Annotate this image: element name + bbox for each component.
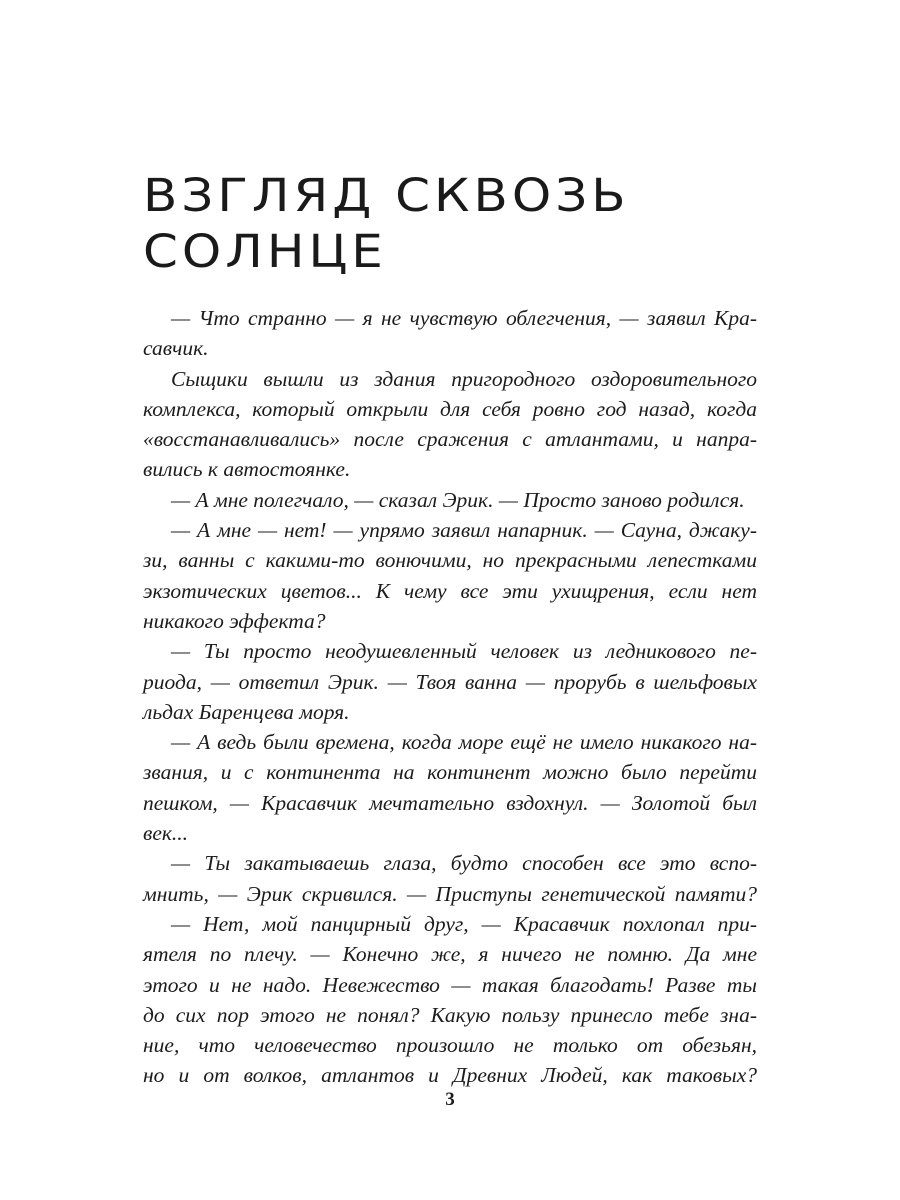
text-line: ние, что человечество произошло не только от обезьян, — [143, 1033, 757, 1058]
text-line: никакого эффекта? — [143, 608, 326, 633]
text-line: зи, ванны с какими-то вонючими, но прекрасными лепестками — [143, 548, 757, 573]
text-line: «восстанавливались» после сражения с атлантами, и напра- — [143, 427, 757, 452]
text-line: — Нет, мой панцирный друг, — Красавчик похлопал при- — [171, 911, 757, 936]
text-line: — Ты закатываешь глаза, будто способен все это вспо- — [171, 851, 757, 876]
text-line: Сыщики вышли из здания пригородного оздоровительного — [171, 366, 757, 391]
text-line: ятеля по плечу. — Конечно же, я ничего не помню. Да мне — [143, 942, 757, 967]
page-number: 3 — [445, 1089, 455, 1110]
chapter-title — [143, 168, 803, 280]
chapter-title-line-1: ВЗГЛЯД СКВОЗЬ — [143, 169, 630, 222]
text-line: савчик. — [143, 336, 209, 361]
text-line: — А мне — нет! — упрямо заявил напарник. — Сауна, джаку- — [171, 518, 757, 543]
chapter-title-line-2: СОЛНЦЕ — [143, 225, 387, 278]
text-line: век... — [143, 821, 189, 846]
text-line: звания, и с континента на континент можно было перейти — [143, 760, 757, 785]
text-line: но и от волков, атлантов и Древних Людей, как таковых? — [143, 1063, 757, 1088]
text-line: льдах Баренцева моря. — [143, 699, 350, 724]
text-line: — А ведь были времена, когда море ещё не имело никакого на- — [171, 730, 757, 755]
text-line: вились к автостоянке. — [143, 457, 351, 482]
text-line: мнить, — Эрик скривился. — Приступы генетической памяти? — [143, 881, 757, 906]
text-line: до сих пор этого не понял? Какую пользу принесло тебе зна- — [143, 1002, 757, 1027]
text-line: — Ты просто неодушевленный человек из ледникового пе- — [171, 639, 757, 664]
text-line: — Что странно — я не чувствую облегчения, — заявил Кра- — [171, 306, 757, 330]
text-line: этого и не надо. Невежество — такая благодать! Разве ты — [143, 972, 757, 997]
text-line: комплекса, который открыли для себя ровно год назад, когда — [143, 396, 757, 421]
body-text — [143, 303, 757, 1091]
text-line: экзотических цветов... К чему все эти ухищрения, если нет — [143, 578, 757, 603]
text-line: — А мне полегчало, — сказал Эрик. — Просто заново родился. — [171, 487, 745, 512]
text-line: риода, — ответил Эрик. — Твоя ванна — прорубь в шельфовых — [143, 669, 757, 694]
text-line: пешком, — Красавчик мечтательно вздохнул. — Золотой был — [143, 790, 757, 815]
